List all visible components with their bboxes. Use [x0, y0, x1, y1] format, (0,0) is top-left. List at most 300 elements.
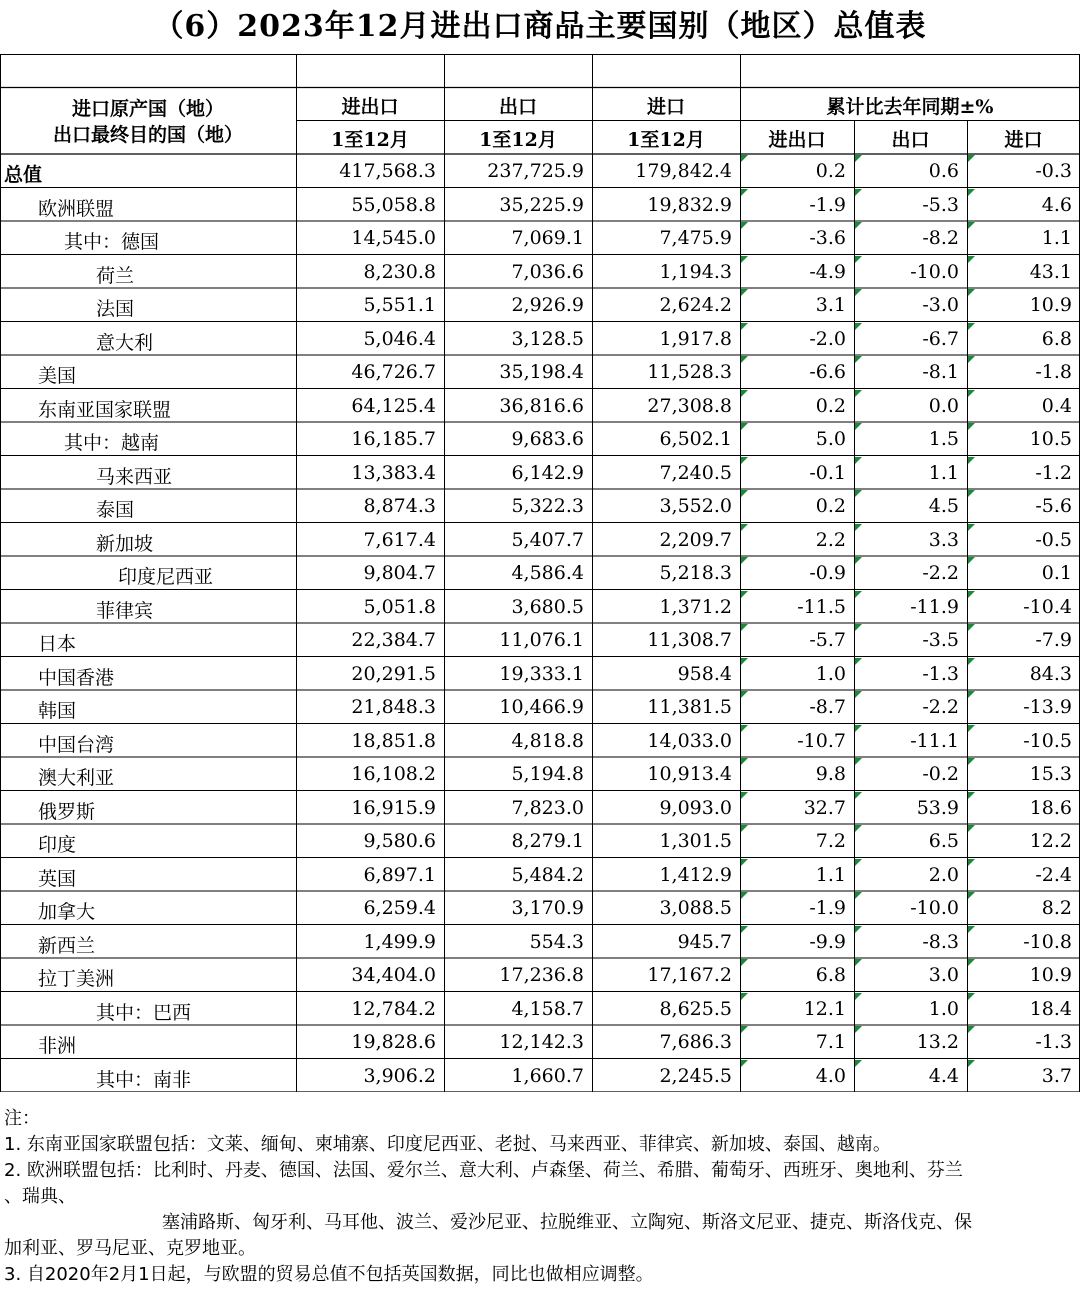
cell-corner-marker-icon: [741, 591, 748, 598]
cell-corner-marker-icon: [741, 825, 748, 832]
cell-export: 1,660.7: [511, 1064, 584, 1087]
cell-corner-marker-icon: [855, 524, 862, 531]
cell-corner-marker-icon: [968, 691, 975, 698]
cell-g-import: 12.2: [1029, 830, 1072, 852]
cell-import: 11,528.3: [647, 361, 732, 383]
cell-total: 7,617.4: [363, 528, 436, 551]
cell-corner-marker-icon: [855, 591, 862, 598]
cell-export: 6,142.9: [511, 461, 584, 484]
cell-g-total: 4.0: [815, 1064, 846, 1087]
row-region-name: 荷兰: [96, 264, 135, 287]
cell-g-export: -0.2: [922, 763, 959, 785]
cell-corner-marker-icon: [968, 557, 975, 564]
cell-g-total: 7.1: [815, 1031, 846, 1053]
cell-corner-marker-icon: [855, 155, 862, 162]
cell-g-total: 9.8: [815, 763, 846, 785]
cell-corner-marker-icon: [741, 457, 748, 464]
cell-corner-marker-icon: [855, 758, 862, 765]
cell-total: 55,058.8: [351, 193, 436, 216]
row-region-name: 俄罗斯: [38, 800, 96, 823]
cell-corner-marker-icon: [741, 926, 748, 933]
cell-import: 2,209.7: [659, 528, 732, 551]
cell-export: 35,198.4: [499, 361, 584, 383]
cell-g-total: 32.7: [803, 796, 846, 819]
header-region-line1: 进口原产国（地）: [71, 98, 224, 120]
cell-corner-marker-icon: [968, 658, 975, 665]
cell-corner-marker-icon: [968, 1060, 975, 1067]
cell-g-export: 0.6: [928, 160, 959, 182]
cell-g-import: -7.9: [1035, 629, 1072, 651]
cell-g-import: 6.8: [1041, 327, 1072, 350]
cell-g-total: -10.7: [797, 729, 846, 752]
cell-corner-marker-icon: [855, 825, 862, 832]
cell-corner-marker-icon: [855, 289, 862, 296]
cell-corner-marker-icon: [968, 155, 975, 162]
cell-corner-marker-icon: [741, 658, 748, 665]
cell-g-total: 3.1: [815, 294, 846, 316]
row-region-name: 中国香港: [38, 666, 115, 689]
cell-total: 16,108.2: [351, 763, 436, 785]
note-2-part-a: 2. 欧洲联盟包括：比利时、丹麦、德国、法国、爱尔兰、意大利、卢森堡、荷兰、希腊、葡萄牙、西班牙、奥地利、芬兰: [4, 1160, 963, 1181]
cell-corner-marker-icon: [855, 256, 862, 263]
cell-total: 46,726.7: [351, 361, 436, 383]
cell-import: 1,301.5: [659, 830, 732, 852]
note-1: 1. 东南亚国家联盟包括：文莱、缅甸、柬埔寨、印度尼西亚、老挝、马来西亚、菲律宾、新加坡、泰国、越南。: [4, 1134, 891, 1155]
cell-corner-marker-icon: [741, 222, 748, 229]
cell-g-import: 0.4: [1041, 394, 1072, 417]
cell-corner-marker-icon: [855, 658, 862, 665]
row-region-name: 总值: [4, 164, 43, 186]
cell-corner-marker-icon: [855, 725, 862, 732]
cell-g-export: 4.4: [928, 1064, 959, 1087]
cell-g-import: 4.6: [1041, 193, 1072, 216]
cell-export: 35,225.9: [499, 193, 584, 216]
cell-g-export: -8.3: [922, 930, 959, 953]
cell-export: 11,076.1: [499, 629, 584, 651]
cell-total: 8,874.3: [363, 495, 436, 517]
cell-corner-marker-icon: [968, 993, 975, 1000]
cell-export: 3,680.5: [511, 595, 584, 618]
cell-total: 19,828.6: [351, 1031, 436, 1053]
cell-corner-marker-icon: [968, 892, 975, 899]
cell-import: 7,240.5: [659, 461, 732, 484]
cell-export: 4,586.4: [511, 562, 584, 584]
cell-export: 7,069.1: [511, 227, 584, 249]
row-region-name: 澳大利亚: [38, 767, 115, 789]
cell-g-import: -13.9: [1023, 696, 1072, 718]
cell-g-import: -10.4: [1023, 595, 1072, 618]
cell-corner-marker-icon: [968, 423, 975, 430]
cell-corner-marker-icon: [855, 993, 862, 1000]
cell-export: 5,322.3: [511, 495, 584, 517]
row-region-name: 拉丁美洲: [38, 968, 115, 990]
cell-corner-marker-icon: [855, 1060, 862, 1067]
cell-g-import: 3.7: [1041, 1064, 1072, 1087]
cell-corner-marker-icon: [968, 758, 975, 765]
cell-corner-marker-icon: [855, 691, 862, 698]
cell-export: 10,466.9: [499, 696, 584, 718]
cell-total: 6,259.4: [363, 897, 436, 919]
cell-corner-marker-icon: [855, 390, 862, 397]
row-region-name: 其中：德国: [64, 231, 160, 253]
cell-total: 5,051.8: [363, 595, 436, 618]
cell-g-import: 43.1: [1029, 260, 1072, 283]
row-region-name: 其中：巴西: [96, 1001, 192, 1024]
cell-g-total: 1.1: [815, 863, 846, 886]
cell-g-export: 3.3: [928, 528, 959, 551]
cell-export: 4,818.8: [511, 729, 584, 752]
cell-import: 7,686.3: [659, 1031, 732, 1053]
cell-g-export: 3.0: [928, 964, 959, 986]
cell-corner-marker-icon: [741, 892, 748, 899]
cell-corner-marker-icon: [741, 1060, 748, 1067]
cell-g-import: -10.5: [1023, 729, 1072, 752]
cell-g-import: -1.3: [1035, 1031, 1072, 1053]
row-region-name: 其中：南非: [96, 1068, 192, 1091]
cell-g-total: 1.0: [815, 662, 846, 685]
cell-total: 14,545.0: [351, 227, 436, 249]
cell-corner-marker-icon: [741, 691, 748, 698]
cell-corner-marker-icon: [968, 189, 975, 196]
row-region-name: 非洲: [38, 1035, 77, 1057]
cell-g-export: -8.1: [922, 361, 959, 383]
row-region-name: 新西兰: [38, 934, 96, 957]
cell-g-export: -1.3: [922, 662, 959, 685]
header-col-total: 进出口: [341, 96, 399, 118]
cell-corner-marker-icon: [968, 390, 975, 397]
cell-corner-marker-icon: [968, 725, 975, 732]
cell-g-import: -5.6: [1035, 495, 1072, 517]
note-3: 3. 自2020年2月1日起，与欧盟的贸易总值不包括英国数据，同比也做相应调整。: [4, 1264, 654, 1285]
notes-heading: 注：: [4, 1108, 40, 1129]
cell-export: 554.3: [529, 930, 584, 953]
cell-g-total: 7.2: [815, 830, 846, 852]
cell-import: 2,624.2: [659, 294, 732, 316]
header-growth-import: 进口: [1004, 129, 1043, 151]
row-region-name: 中国台湾: [38, 733, 115, 756]
cell-g-export: -3.5: [922, 629, 959, 651]
cell-export: 4,158.7: [511, 997, 584, 1020]
cell-export: 5,484.2: [511, 863, 584, 886]
cell-import: 3,088.5: [659, 897, 732, 919]
cell-g-import: -2.4: [1035, 863, 1072, 886]
header-growth-export: 出口: [891, 129, 930, 151]
cell-g-total: -2.0: [809, 327, 846, 350]
cell-g-export: -2.2: [922, 696, 959, 718]
cell-total: 6,897.1: [363, 863, 436, 886]
cell-g-import: -0.5: [1035, 528, 1072, 551]
cell-corner-marker-icon: [968, 256, 975, 263]
cell-total: 16,185.7: [351, 428, 436, 450]
cell-corner-marker-icon: [968, 457, 975, 464]
cell-g-export: 1.1: [928, 461, 959, 484]
cell-g-total: 6.8: [815, 964, 846, 986]
row-region-name: 意大利: [96, 331, 154, 354]
cell-export: 17,236.8: [499, 964, 584, 986]
cell-import: 958.4: [677, 662, 732, 685]
cell-total: 21,848.3: [351, 696, 436, 718]
header-growth: 累计比去年同期±%: [826, 96, 994, 118]
cell-corner-marker-icon: [741, 792, 748, 799]
cell-corner-marker-icon: [855, 423, 862, 430]
cell-corner-marker-icon: [968, 624, 975, 631]
cell-g-export: -5.3: [922, 193, 959, 216]
cell-corner-marker-icon: [855, 859, 862, 866]
row-region-name: 法国: [96, 298, 135, 320]
cell-g-import: -1.8: [1035, 361, 1072, 383]
cell-g-import: 10.5: [1029, 428, 1072, 450]
cell-import: 1,371.2: [659, 595, 732, 618]
cell-g-import: 8.2: [1041, 897, 1072, 919]
cell-corner-marker-icon: [855, 557, 862, 564]
cell-corner-marker-icon: [968, 859, 975, 866]
cell-g-export: -11.9: [910, 595, 959, 618]
cell-corner-marker-icon: [741, 624, 748, 631]
cell-corner-marker-icon: [741, 859, 748, 866]
cell-corner-marker-icon: [855, 1026, 862, 1033]
cell-import: 11,381.5: [647, 696, 732, 718]
cell-g-export: -10.0: [910, 897, 959, 919]
cell-export: 9,683.6: [511, 428, 584, 450]
cell-g-import: 10.9: [1029, 964, 1072, 986]
cell-import: 8,625.5: [659, 997, 732, 1020]
cell-g-export: -8.2: [922, 227, 959, 249]
cell-import: 14,033.0: [647, 729, 732, 752]
cell-export: 5,407.7: [511, 528, 584, 551]
cell-corner-marker-icon: [968, 591, 975, 598]
cell-corner-marker-icon: [855, 189, 862, 196]
cell-export: 7,036.6: [511, 260, 584, 283]
cell-corner-marker-icon: [855, 323, 862, 330]
cell-g-export: 4.5: [928, 495, 959, 517]
cell-g-import: 0.1: [1041, 562, 1072, 584]
note-2-part-d: 加利亚、罗马尼亚、克罗地亚。: [4, 1238, 256, 1259]
cell-export: 3,170.9: [511, 897, 584, 919]
cell-g-total: -1.9: [809, 897, 846, 919]
cell-g-total: -0.9: [809, 562, 846, 584]
cell-g-total: -4.9: [809, 260, 846, 283]
row-region-name: 韩国: [38, 700, 77, 722]
cell-corner-marker-icon: [968, 490, 975, 497]
row-region-name: 菲律宾: [96, 599, 154, 622]
page-title: （6）2023年12月进出口商品主要国别（地区）总值表: [153, 9, 927, 44]
cell-corner-marker-icon: [741, 323, 748, 330]
cell-g-import: 15.3: [1029, 763, 1072, 785]
cell-import: 19,832.9: [647, 193, 732, 216]
cell-total: 13,383.4: [351, 461, 436, 484]
row-region-name: 印度尼西亚: [118, 566, 214, 588]
cell-g-export: 2.0: [928, 863, 959, 886]
cell-g-total: -5.7: [809, 629, 846, 651]
cell-corner-marker-icon: [741, 189, 748, 196]
cell-g-export: 1.5: [928, 428, 959, 450]
cell-corner-marker-icon: [855, 490, 862, 497]
cell-corner-marker-icon: [741, 524, 748, 531]
cell-import: 1,412.9: [659, 863, 732, 886]
header-col-import: 进口: [646, 96, 685, 118]
cell-g-import: 10.9: [1029, 294, 1072, 316]
cell-g-total: 5.0: [815, 428, 846, 450]
cell-import: 5,218.3: [659, 562, 732, 584]
cell-export: 19,333.1: [499, 662, 584, 685]
cell-export: 8,279.1: [511, 830, 584, 852]
cell-corner-marker-icon: [741, 155, 748, 162]
cell-g-import: -10.8: [1023, 930, 1072, 953]
cell-corner-marker-icon: [741, 423, 748, 430]
cell-g-import: 84.3: [1029, 662, 1072, 685]
cell-total: 16,915.9: [351, 796, 436, 819]
row-region-name: 泰国: [96, 499, 135, 521]
cell-corner-marker-icon: [855, 624, 862, 631]
header-growth-total: 进出口: [768, 129, 826, 151]
cell-import: 2,245.5: [659, 1064, 732, 1087]
cell-g-export: -3.0: [922, 294, 959, 316]
cell-corner-marker-icon: [968, 323, 975, 330]
cell-corner-marker-icon: [741, 959, 748, 966]
cell-export: 3,128.5: [511, 327, 584, 350]
cell-total: 64,125.4: [351, 394, 436, 417]
row-region-name: 美国: [38, 365, 77, 387]
cell-g-import: -0.3: [1035, 160, 1072, 182]
row-region-name: 东南亚国家联盟: [38, 398, 172, 421]
cell-corner-marker-icon: [968, 792, 975, 799]
cell-g-export: -11.1: [910, 729, 959, 752]
cell-corner-marker-icon: [741, 758, 748, 765]
cell-g-total: 0.2: [815, 394, 846, 417]
cell-export: 12,142.3: [499, 1031, 584, 1053]
cell-export: 7,823.0: [511, 796, 584, 819]
row-region-name: 新加坡: [96, 532, 154, 555]
cell-export: 237,725.9: [487, 160, 584, 182]
header-period-import: 1至12月: [627, 129, 705, 151]
cell-import: 6,502.1: [659, 428, 732, 450]
cell-g-import: -1.2: [1035, 461, 1072, 484]
cell-import: 179,842.4: [635, 160, 732, 182]
cell-g-total: -0.1: [809, 461, 846, 484]
cell-g-total: -8.7: [809, 696, 846, 718]
row-region-name: 日本: [38, 633, 77, 655]
cell-g-total: -9.9: [809, 930, 846, 953]
cell-export: 36,816.6: [499, 394, 584, 417]
cell-import: 945.7: [677, 930, 732, 953]
cell-corner-marker-icon: [741, 725, 748, 732]
cell-corner-marker-icon: [968, 356, 975, 363]
cell-g-total: 0.2: [815, 160, 846, 182]
cell-corner-marker-icon: [741, 1026, 748, 1033]
cell-corner-marker-icon: [968, 1026, 975, 1033]
cell-corner-marker-icon: [968, 926, 975, 933]
row-region-name: 马来西亚: [96, 465, 173, 488]
cell-g-export: 0.0: [928, 394, 959, 417]
cell-import: 17,167.2: [647, 964, 732, 986]
row-region-name: 加拿大: [38, 901, 96, 923]
cell-g-total: -3.6: [809, 227, 846, 249]
cell-total: 417,568.3: [339, 160, 436, 182]
cell-corner-marker-icon: [855, 356, 862, 363]
row-region-name: 英国: [38, 867, 77, 890]
header-period-export: 1至12月: [479, 129, 557, 151]
cell-g-export: -10.0: [910, 260, 959, 283]
cell-corner-marker-icon: [968, 825, 975, 832]
cell-total: 3,906.2: [363, 1064, 436, 1087]
cell-total: 20,291.5: [351, 662, 436, 685]
cell-corner-marker-icon: [741, 490, 748, 497]
cell-g-import: 18.4: [1029, 997, 1072, 1020]
cell-import: 27,308.8: [647, 394, 732, 417]
cell-corner-marker-icon: [855, 457, 862, 464]
footnotes: [4, 1106, 1076, 1288]
cell-g-import: 1.1: [1041, 227, 1072, 249]
cell-total: 22,384.7: [351, 629, 436, 651]
cell-total: 5,046.4: [363, 327, 436, 350]
cell-total: 9,580.6: [363, 830, 436, 852]
cell-total: 12,784.2: [351, 997, 436, 1020]
cell-import: 1,194.3: [659, 260, 732, 283]
cell-g-export: -6.7: [922, 327, 959, 350]
row-region-name: 欧洲联盟: [38, 197, 115, 220]
note-2-part-b: 、瑞典、: [4, 1186, 76, 1207]
cell-g-export: 53.9: [916, 796, 959, 819]
cell-g-export: -2.2: [922, 562, 959, 584]
cell-export: 2,926.9: [511, 294, 584, 316]
header-period-total: 1至12月: [331, 129, 409, 151]
cell-corner-marker-icon: [855, 926, 862, 933]
cell-import: 3,552.0: [659, 495, 732, 517]
cell-corner-marker-icon: [968, 524, 975, 531]
cell-import: 1,917.8: [659, 327, 732, 350]
cell-g-total: 0.2: [815, 495, 846, 517]
cell-corner-marker-icon: [741, 390, 748, 397]
header-region-line2: 出口最终目的国（地）: [52, 124, 243, 146]
cell-g-export: 6.5: [928, 830, 959, 852]
cell-corner-marker-icon: [855, 959, 862, 966]
cell-corner-marker-icon: [968, 959, 975, 966]
cell-corner-marker-icon: [741, 557, 748, 564]
cell-corner-marker-icon: [741, 256, 748, 263]
cell-corner-marker-icon: [741, 289, 748, 296]
cell-import: 11,308.7: [647, 629, 732, 651]
cell-corner-marker-icon: [855, 792, 862, 799]
cell-g-import: 18.6: [1029, 796, 1072, 819]
cell-g-total: 2.2: [815, 528, 846, 551]
cell-total: 8,230.8: [363, 260, 436, 283]
row-region-name: 印度: [38, 834, 77, 856]
cell-g-export: 1.0: [928, 997, 959, 1020]
cell-corner-marker-icon: [741, 993, 748, 1000]
cell-import: 9,093.0: [659, 796, 732, 819]
cell-total: 9,804.7: [363, 562, 436, 584]
cell-total: 5,551.1: [363, 294, 436, 316]
row-region-name: 其中：越南: [64, 432, 160, 454]
cell-total: 34,404.0: [351, 964, 436, 986]
cell-total: 18,851.8: [351, 729, 436, 752]
cell-corner-marker-icon: [968, 222, 975, 229]
cell-total: 1,499.9: [363, 930, 436, 953]
cell-corner-marker-icon: [741, 356, 748, 363]
cell-corner-marker-icon: [855, 222, 862, 229]
cell-g-total: -6.6: [809, 361, 846, 383]
cell-g-total: -11.5: [797, 595, 846, 618]
cell-g-total: -1.9: [809, 193, 846, 216]
cell-corner-marker-icon: [968, 289, 975, 296]
note-2-part-c: 塞浦路斯、匈牙利、马耳他、波兰、爱沙尼亚、拉脱维亚、立陶宛、斯洛文尼亚、捷克、斯洛伐克、保: [162, 1212, 972, 1233]
cell-import: 7,475.9: [659, 227, 732, 249]
cell-export: 5,194.8: [511, 763, 584, 785]
cell-g-total: 12.1: [803, 997, 846, 1020]
cell-corner-marker-icon: [855, 892, 862, 899]
cell-g-export: 13.2: [916, 1031, 959, 1053]
cell-import: 10,913.4: [647, 763, 732, 785]
